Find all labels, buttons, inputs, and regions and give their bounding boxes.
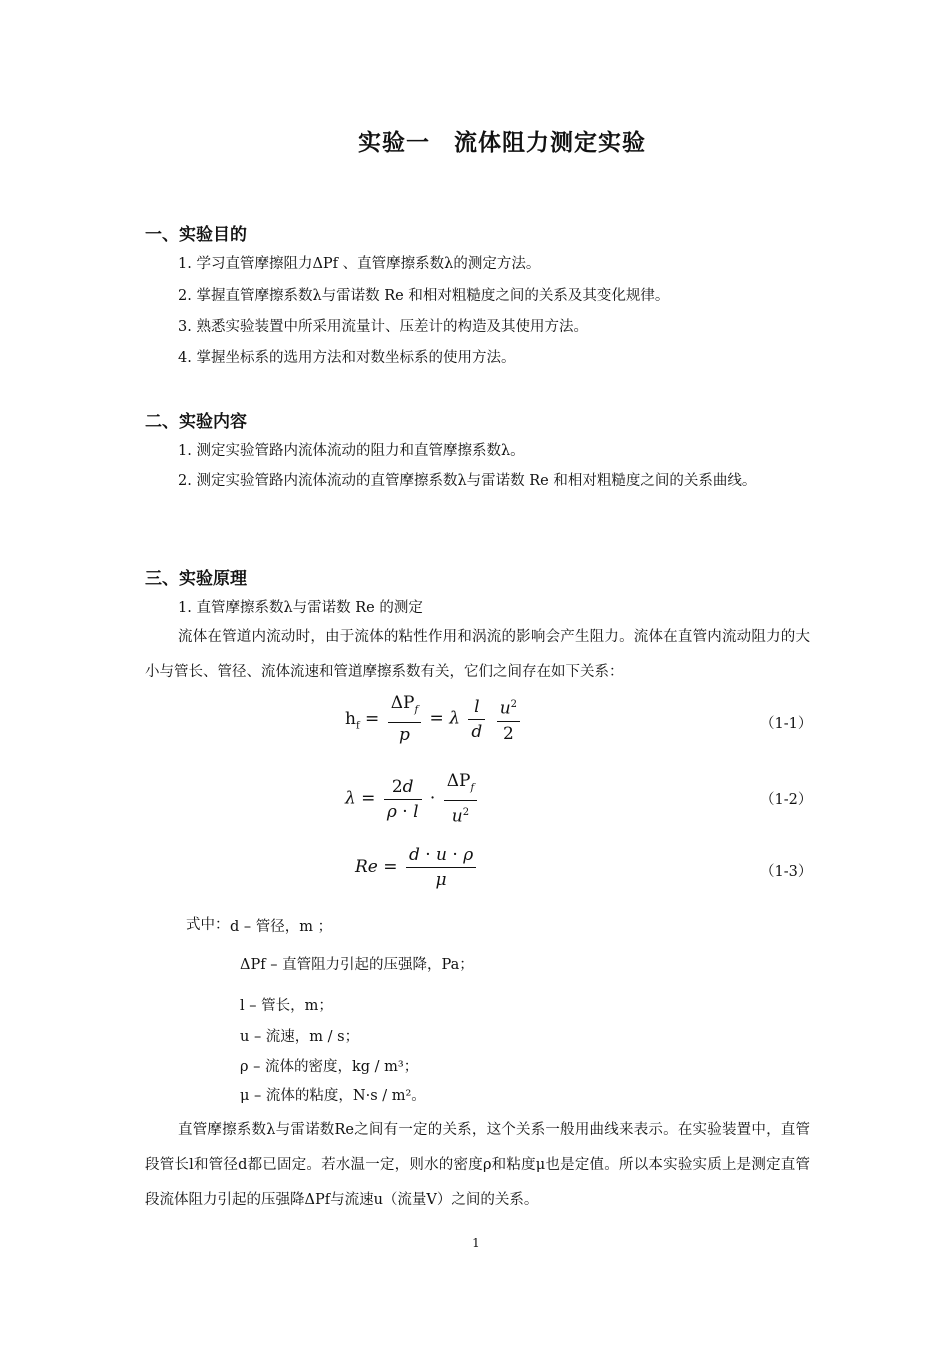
list-item: 3. 熟悉实验装置中所采用流量计、压差计的构造及其使用方法。: [178, 319, 588, 335]
paragraph: 直管摩擦系数λ与雷诺数Re之间有一定的关系，这个关系一般用曲线来表示。在实验装置中，直管段管长l和管径d都已固定。若水温一定，则水的密度ρ和粘度μ也是定值。所以本实验实质上是测定直管段流体阻力引起的压强降ΔPf与流速u（流量V）之间的关系。: [145, 1122, 810, 1208]
definition-rho: ρ – 流体的密度，kg / m³；: [240, 1059, 419, 1075]
equation-number: （1-2）: [760, 792, 813, 808]
definition-l: l – 管长，m；: [240, 998, 333, 1014]
equation-number: （1-3）: [760, 864, 813, 880]
definition-dpf: ΔPf – 直管阻力引起的压强降，Pa；: [240, 957, 474, 973]
section-heading-objectives: 一、实验目的: [145, 225, 247, 245]
where-label: 式中：: [186, 917, 230, 933]
list-item: 1. 学习直管摩擦阻力ΔPf 、直管摩擦系数λ的测定方法。: [178, 256, 541, 272]
equation-1-3: Re = $\frac{d \cdot u \cdot \rho}{\mu}$: [355, 845, 479, 890]
paragraph: 流体在管道内流动时，由于流体的粘性作用和涡流的影响会产生阻力。流体在直管内流动阻力的大小与管长、管径、流体流速和管道摩擦系数有关，它们之间存在如下关系：: [145, 629, 810, 680]
page-number: 1: [472, 1236, 480, 1250]
list-item-wrapped: 2. 测定实验管路内流体流动的直管摩擦系数λ与雷诺数 Re 和相对粗糙度之间的关系曲线。: [178, 473, 757, 489]
list-item: 2. 掌握直管摩擦系数λ与雷诺数 Re 和相对粗糙度之间的关系及其变化规律。: [178, 288, 670, 304]
list-item: 1. 测定实验管路内流体流动的阻力和直管摩擦系数λ。: [178, 443, 525, 459]
page-title: 实验一 流体阻力测定实验: [358, 130, 646, 156]
equation-1-1: $h_f$ = $\frac{\Delta P_f}{p}$ = λ $\frac{l}{d}$ $\frac{u^2}{2}$: [345, 693, 523, 745]
equation-number: （1-1）: [760, 716, 813, 732]
definition-d: d – 管径，m ；: [230, 919, 333, 935]
definition-u: u – 流速，m / s；: [240, 1029, 360, 1045]
section-heading-content: 二、实验内容: [145, 412, 247, 432]
list-item: 4. 掌握坐标系的选用方法和对数坐标系的使用方法。: [178, 350, 516, 366]
subsection-title: 1. 直管摩擦系数λ与雷诺数 Re 的测定: [178, 600, 423, 616]
section-heading-principle: 三、实验原理: [145, 569, 247, 589]
equation-1-2: λ = $\frac{2d}{\rho \cdot l}$ · $\frac{\Delta P_f}{u^2}$: [345, 771, 480, 827]
definition-mu: μ – 流体的粘度，N·s / m²。: [240, 1088, 426, 1104]
